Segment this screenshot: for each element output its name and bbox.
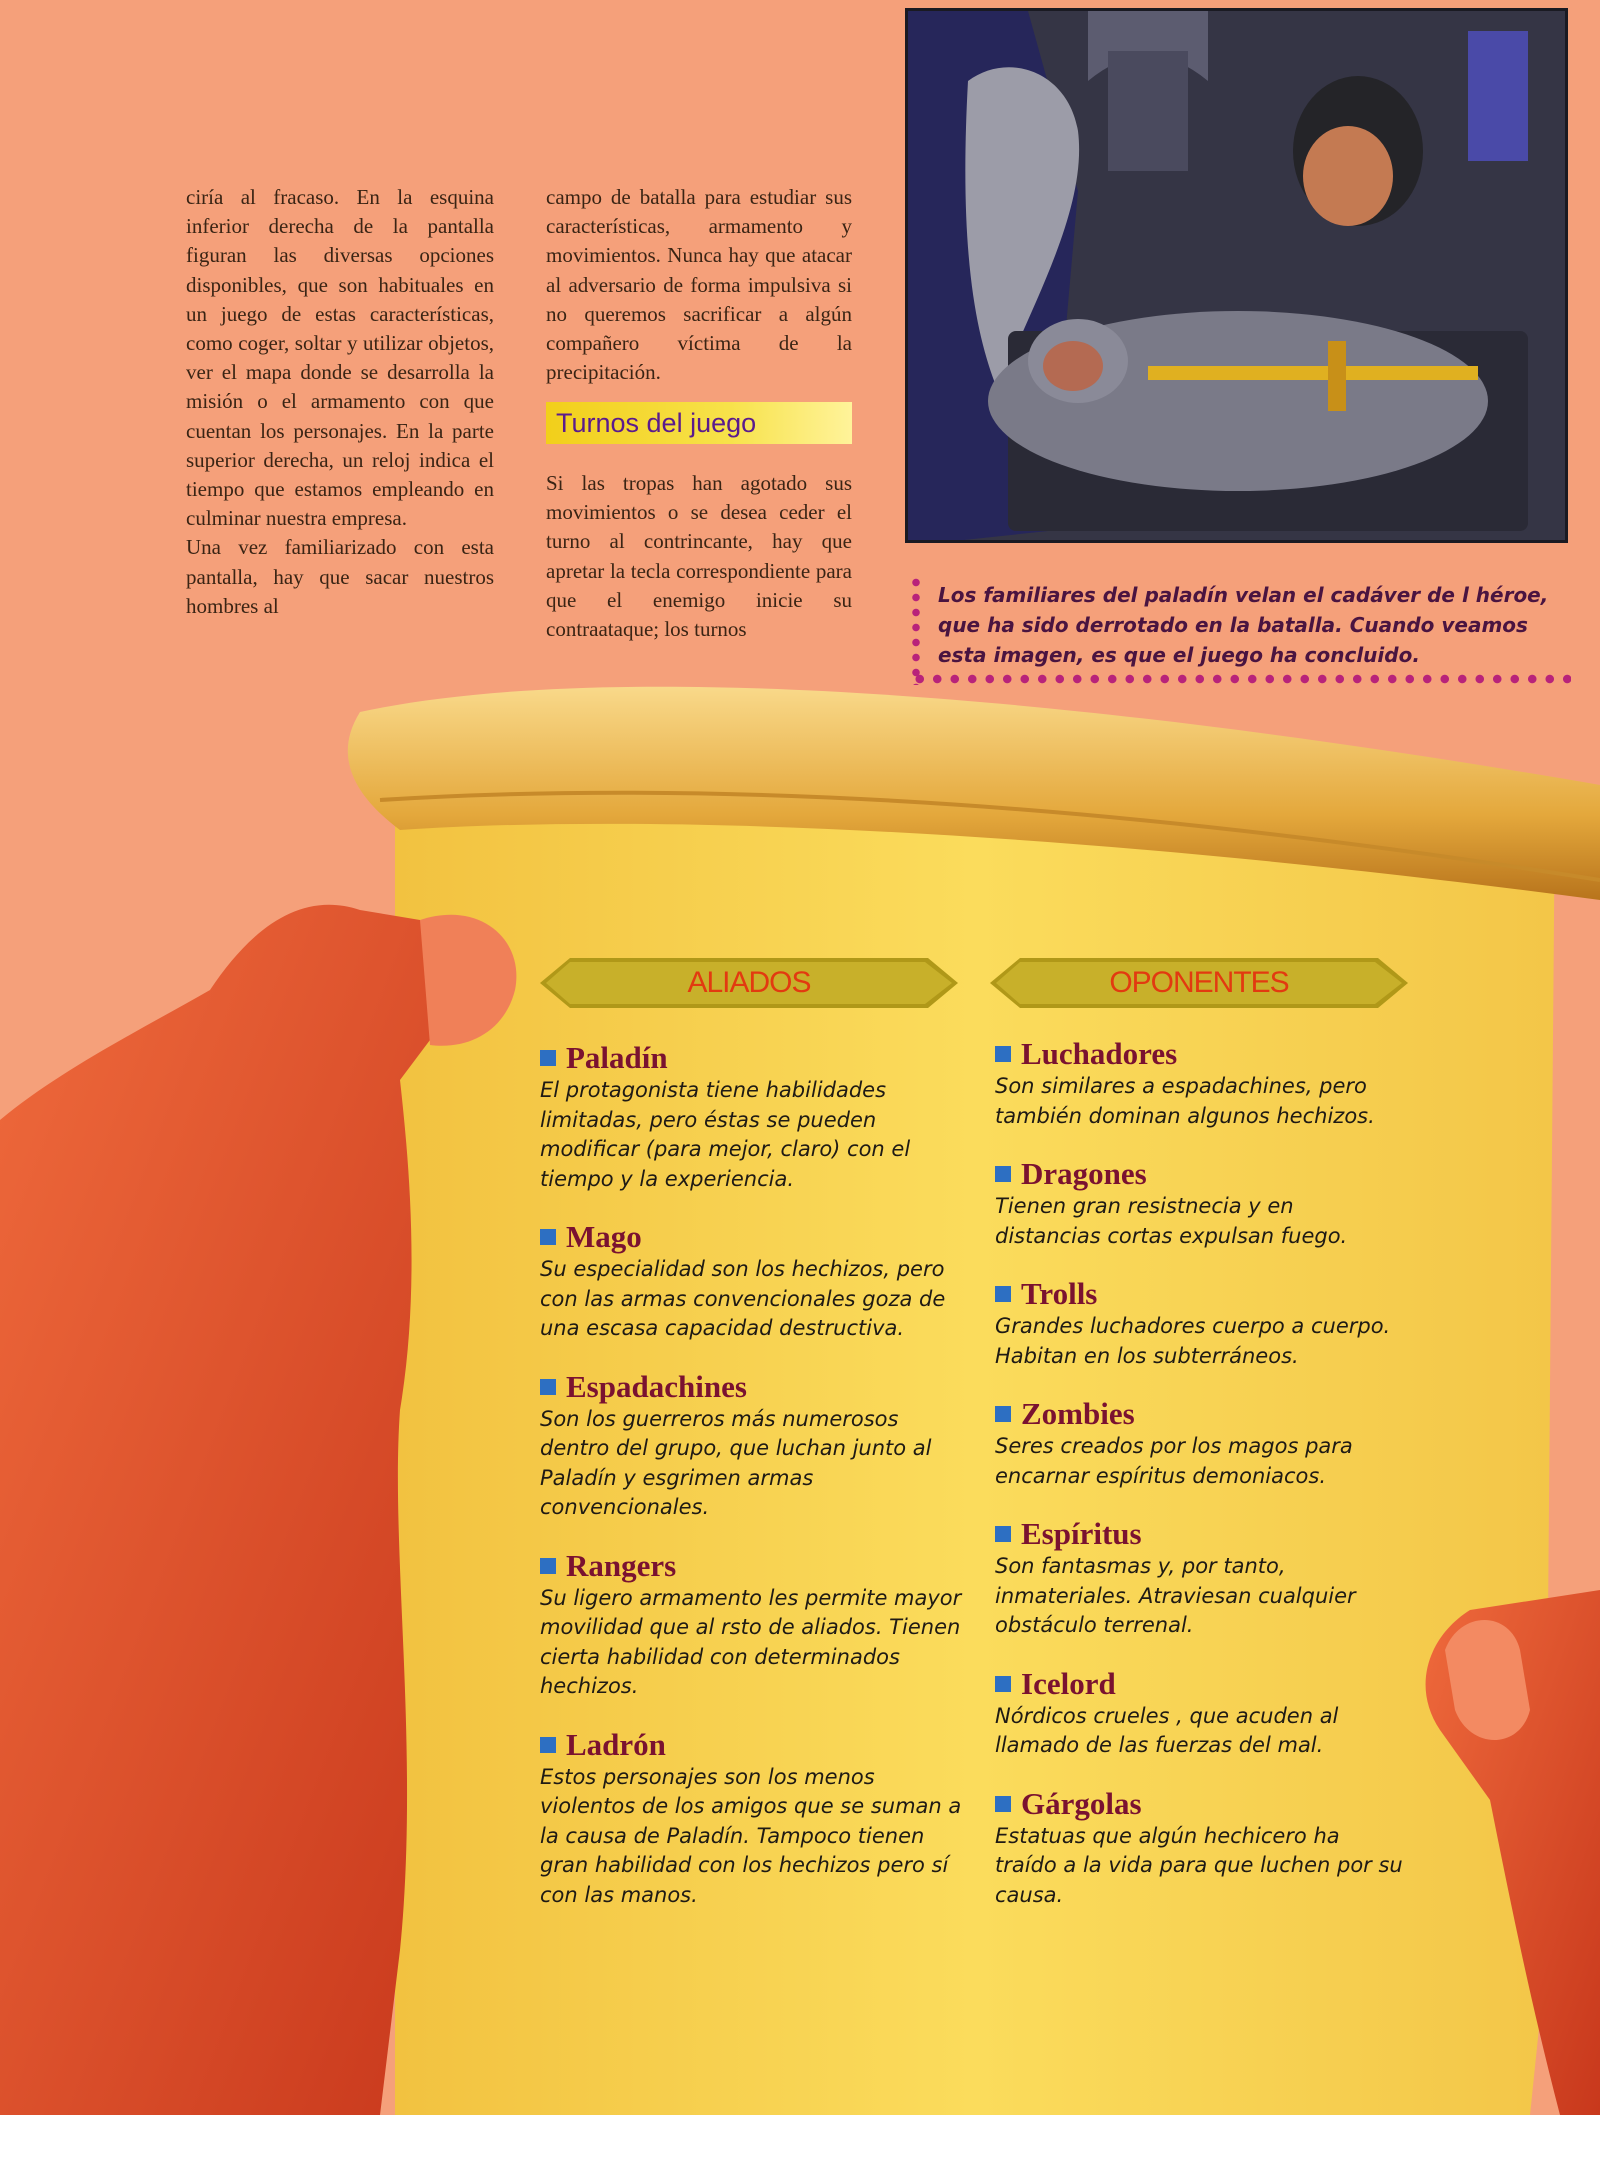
entry-title — [540, 1548, 972, 1584]
square-bullet-icon — [540, 1379, 556, 1395]
entry-name: Ladrón — [566, 1726, 666, 1762]
game-screenshot — [905, 8, 1568, 543]
entry-name: Rangers — [566, 1547, 677, 1583]
list-item — [540, 1040, 972, 1194]
article-column-2 — [546, 183, 852, 387]
list-item — [995, 1276, 1405, 1371]
caption-dot-border — [911, 575, 921, 685]
entry-description: Su ligero armamento les permite mayor movilidad que al rsto de aliados. Tienen cierta habilidad con determinados hechizos. — [540, 1585, 962, 1698]
entry-name: Luchadores — [1021, 1036, 1178, 1071]
entry-description: Tienen gran resistnecia y en distancias cortas expulsan fuego. — [995, 1194, 1348, 1248]
list-item — [995, 1786, 1405, 1911]
article-paragraph: campo de batalla para estudiar sus características, armamento y movimientos. Nunca hay que atacar al adversario de forma impulsiva si no queremos sacrificar a algún compañero víctima de la precipitación. — [546, 185, 852, 385]
entry-title — [995, 1666, 1405, 1702]
entry-description: Son fantasmas y, por tanto, inmateriales. Atraviesan cualquier obstáculo terrenal. — [995, 1554, 1356, 1637]
entry-name: Gárgolas — [1021, 1785, 1142, 1821]
image-caption: Los familiares del paladín velan el cadáver de l héroe, que ha sido derrotado en la batalla. Cuando veamos esta imagen, es que el juego ha concluido. — [938, 583, 1549, 667]
entry-title — [995, 1036, 1405, 1072]
list-item — [995, 1516, 1405, 1641]
square-bullet-icon — [540, 1229, 556, 1245]
entry-description: Grandes luchadores cuerpo a cuerpo. Habitan en los subterráneos. — [995, 1314, 1391, 1368]
caption-dot-border — [911, 673, 1571, 685]
entry-description: Nórdicos crueles , que acuden al llamado de las fuerzas del mal. — [995, 1703, 1339, 1757]
entry-title — [995, 1516, 1405, 1552]
square-bullet-icon — [540, 1050, 556, 1066]
list-item — [995, 1396, 1405, 1491]
oponentes-title: OPONENTES — [1109, 966, 1289, 999]
entry-description: Son los guerreros más numerosos dentro del grupo, que luchan junto al Paladín y esgrimen armas convencionales. — [540, 1406, 932, 1519]
square-bullet-icon — [995, 1406, 1011, 1422]
entry-title — [995, 1786, 1405, 1822]
article-paragraph: Si las tropas han agotado sus movimientos o se desea ceder el turno al contrincante, hay que apretar la tecla correspondiente para que el enemigo inicie su contraataque; los turnos — [546, 471, 852, 642]
entry-name: Zombies — [1021, 1396, 1135, 1431]
list-item — [995, 1156, 1405, 1251]
entry-title — [540, 1040, 972, 1076]
list-item — [995, 1036, 1405, 1131]
oponentes-list — [995, 1036, 1405, 1935]
list-item — [540, 1548, 972, 1702]
article-column-1 — [186, 183, 494, 621]
list-item — [995, 1666, 1405, 1761]
entry-name: Icelord — [1021, 1665, 1116, 1701]
entry-title — [540, 1369, 972, 1405]
entry-description: Su especialidad son los hechizos, pero con las armas convencionales goza de una escasa capacidad destructiva. — [540, 1257, 946, 1340]
section-heading: Turnos del juego — [546, 402, 852, 444]
square-bullet-icon — [995, 1526, 1011, 1542]
list-item — [540, 1727, 972, 1911]
square-bullet-icon — [995, 1046, 1011, 1062]
entry-name: Espadachines — [566, 1368, 747, 1404]
entry-description: Seres creados por los magos para encarnar espíritus demoniacos. — [995, 1434, 1353, 1488]
entry-title — [540, 1219, 972, 1255]
article-paragraph: ciría al fracaso. En la esquina inferior derecha de la pantalla figuran las diversas opciones disponibles, que son habituales en un juego de estas características, como coger, soltar y utilizar objetos, ver el mapa donde se desarrolla la misión o el armamento con que cuentan los personajes. En la parte superior derecha, un reloj indica el tiempo que estamos empleando en culminar nuestra empresa. — [186, 185, 494, 531]
entry-title — [540, 1727, 972, 1763]
entry-name: Mago — [566, 1219, 642, 1254]
entry-description: Estos personajes son los menos violentos de los amigos que se suman a la causa de Paladín. Tampoco tienen gran habilidad con los hechizos pero sí con las manos. — [540, 1764, 962, 1907]
square-bullet-icon — [995, 1286, 1011, 1302]
square-bullet-icon — [540, 1558, 556, 1574]
entry-title — [995, 1276, 1405, 1312]
entry-name: Trolls — [1021, 1276, 1098, 1311]
list-item — [540, 1369, 972, 1523]
aliados-banner — [540, 958, 958, 1008]
oponentes-banner — [990, 958, 1408, 1008]
list-item — [540, 1219, 972, 1344]
square-bullet-icon — [995, 1796, 1011, 1812]
entry-title — [995, 1396, 1405, 1432]
square-bullet-icon — [995, 1166, 1011, 1182]
entry-description: Son similares a espadachines, pero también dominan algunos hechizos. — [995, 1074, 1375, 1128]
square-bullet-icon — [540, 1737, 556, 1753]
article-column-2-continued — [546, 469, 852, 644]
entry-description: Estatuas que algún hechicero ha traído a la vida para que luchen por su causa. — [995, 1823, 1403, 1907]
entry-title — [995, 1156, 1405, 1192]
entry-description: El protagonista tiene habilidades limitadas, pero éstas se pueden modificar (para mejor, claro) con el tiempo y la experiencia. — [540, 1078, 911, 1191]
entry-name: Dragones — [1021, 1156, 1147, 1191]
aliados-title: ALIADOS — [687, 966, 811, 999]
aliados-list — [540, 1040, 972, 1935]
entry-name: Espíritus — [1021, 1516, 1142, 1551]
entry-name: Paladín — [566, 1040, 668, 1075]
square-bullet-icon — [995, 1676, 1011, 1692]
article-paragraph: Una vez familiarizado con esta pantalla, hay que sacar nuestros hombres al — [186, 535, 494, 618]
